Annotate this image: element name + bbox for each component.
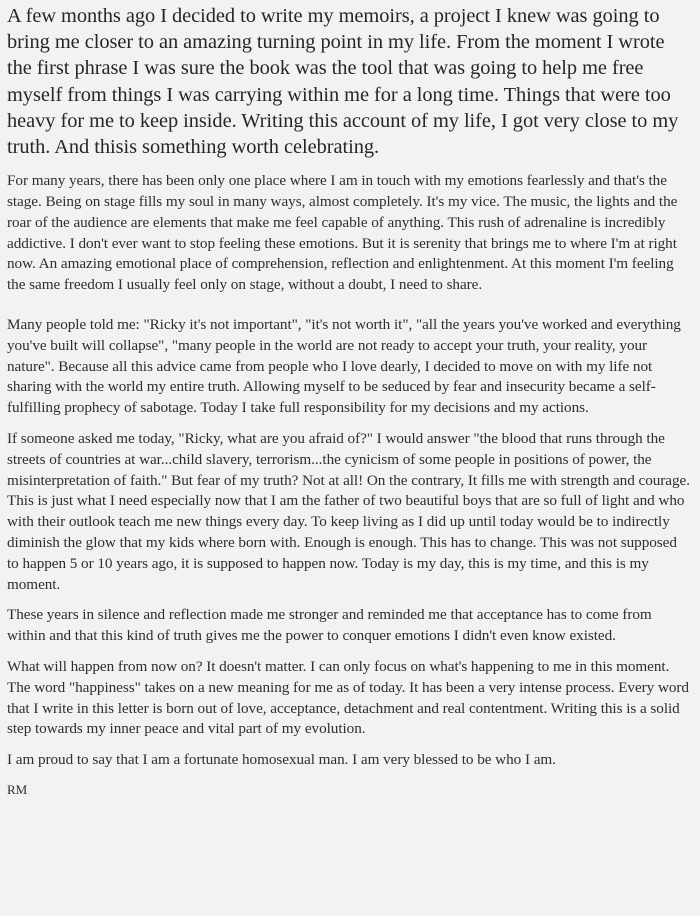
paragraph-silence: These years in silence and reflection made me stronger and reminded me that acceptance has to come from within and that this kind of truth gives me the power to conquer emotions I didn't even know existed. <box>7 606 652 645</box>
paragraph-advice: Many people told me: "Ricky it's not important", "it's not worth it", "all the years you've worked and everything you've built will collapse", "many people in the world are not ready to accept your truth, your reality, your nature". Because all this advice came from people who I love dearly, I decided to move on with my life not sharing with the world my entire truth. Allowing myself to be seduced by fear and insecurity became a self-fulfilling prophecy of sabotage. Today I take full responsibility for my decisions and my actions. <box>7 316 681 417</box>
paragraph-future: What will happen from now on? It doesn't matter. I can only focus on what's happening to me in this moment. The word "happiness" takes on a new meaning for me as of today. It has been a very intense process. Every word that I write in this letter is born out of love, acceptance, detachment and real contentment. Writing this is a solid step towards my inner peace and vital part of my evolution. <box>7 657 689 738</box>
paragraph-proud: I am proud to say that I am a fortunate homosexual man. I am very blessed to be who I am. <box>7 751 556 769</box>
paragraph-stage: For many years, there has been only one place where I am in touch with my emotions fearlessly and that's the stage. Being on stage fills my soul in many ways, almost completely. It's my vice. The music, the lights and the roar of the audience are elements that make me feel capable of anything. This rush of adrenaline is incredibly addictive. I don't ever want to stop feeling these emotions. But it is serenity that brings me to where I'm at right now. An amazing emotional place of comprehension, reflection and enlightenment. At this moment I'm feeling the same freedom I usually feel only on stage, without a doubt, I need to share. <box>7 172 678 294</box>
signature: RM <box>7 781 28 797</box>
intro-paragraph: A few months ago I decided to write my memoirs, a project I knew was going to bring me closer to an amazing turning point in my life. From the moment I wrote the first phrase I was sure the book was the tool that was going to help me free myself from things I was carrying within me for a long time. Things that were too heavy for me to keep inside. Writing this account of my life, I got very close to my truth. And thisis something worth celebrating. <box>7 5 679 159</box>
paragraph-fear: If someone asked me today, "Ricky, what are you afraid of?" I would answer "the blood that runs through the streets of countries at war...child slavery, terrorism...the cynicism of some people in positions of power, the misinterpretation of faith." But fear of my truth? Not at all! On the contrary, It fills me with strength and courage. This is just what I need especially now that I am the father of two beautiful boys that are so full of light and who with their outlook teach me new things every day. To keep living as I did up until today would be to indirectly diminish the glow that my kids where born with. Enough is enough. This has to change. This was not supposed to happen 5 or 10 years ago, it is supposed to happen now. Today is my day, this is my time, and this is my moment. <box>7 429 690 593</box>
